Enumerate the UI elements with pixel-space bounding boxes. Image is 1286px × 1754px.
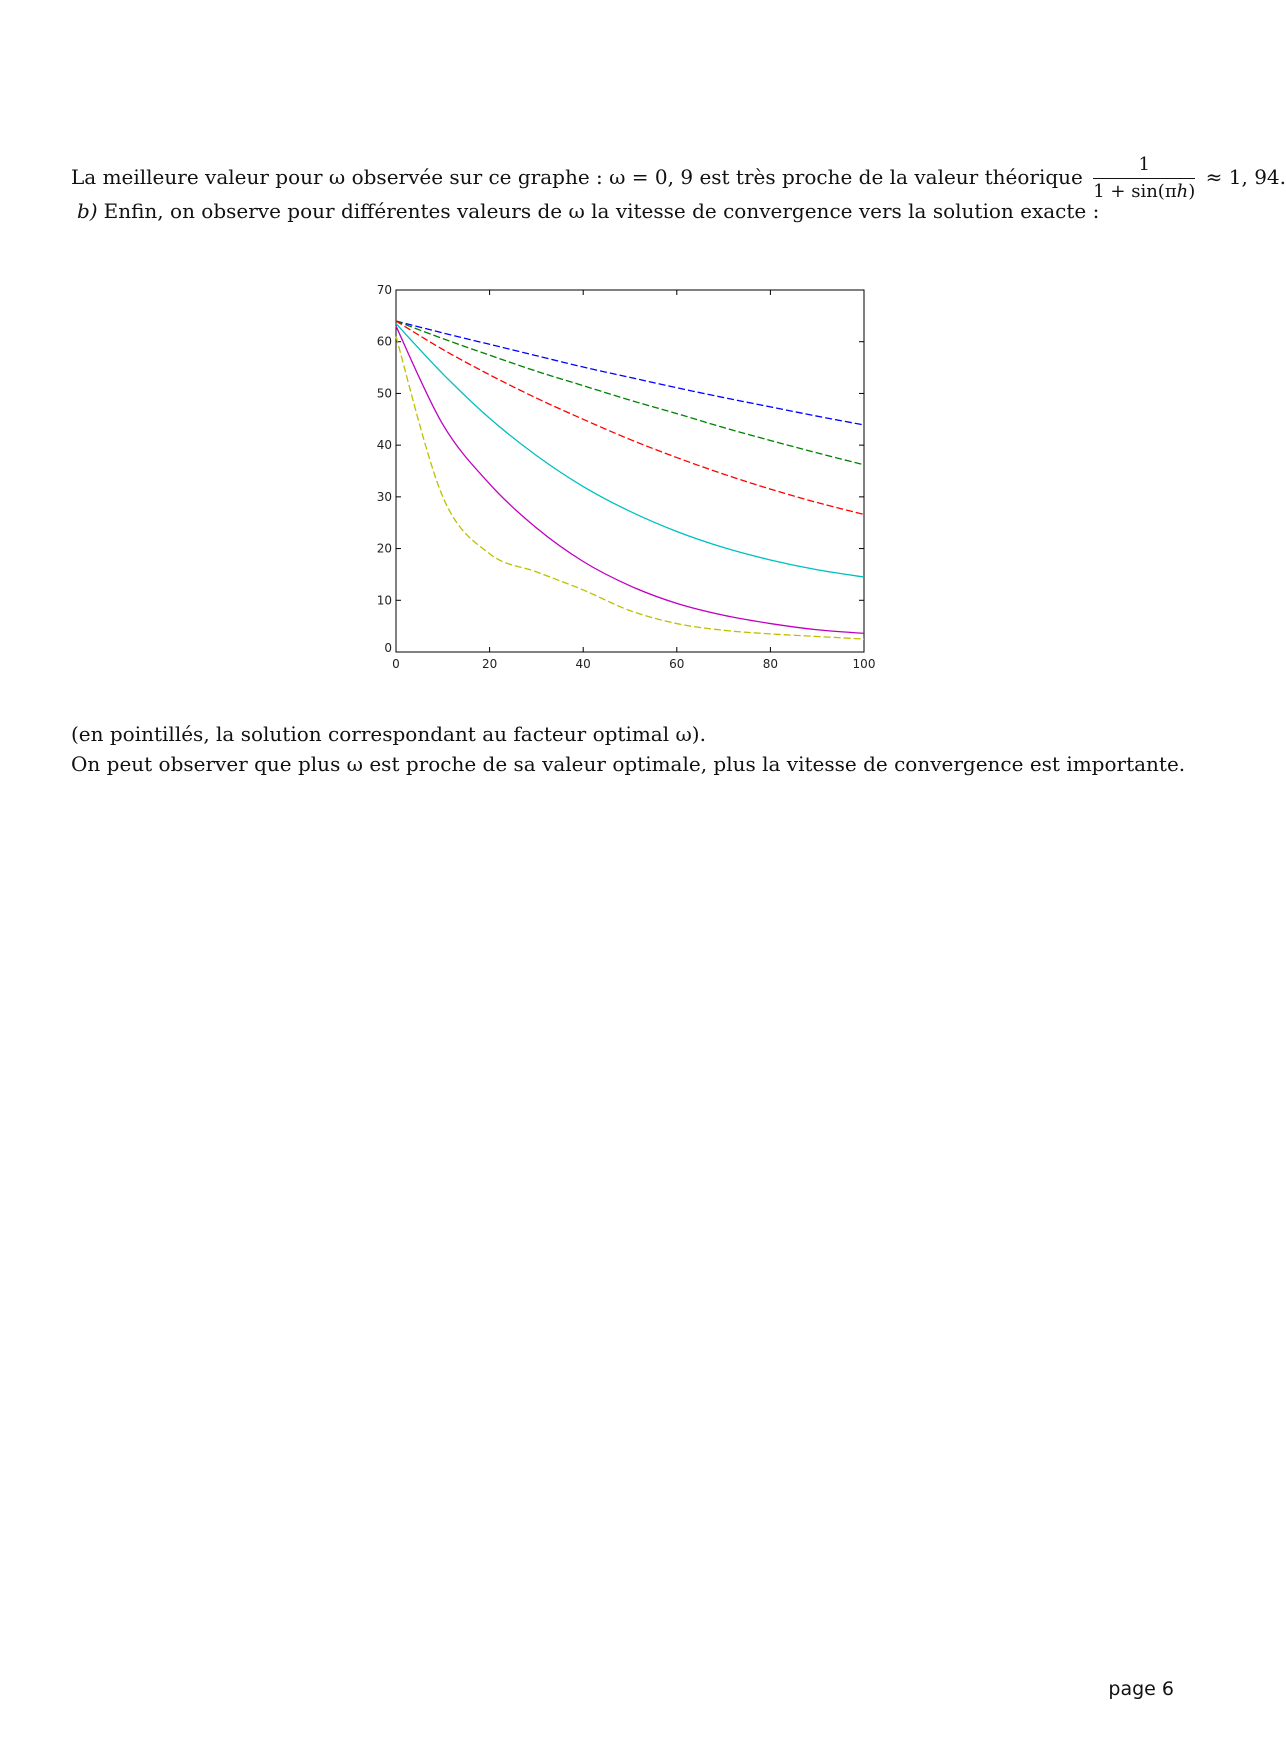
y-tick-label: 70 — [376, 283, 392, 297]
series-lines — [396, 321, 864, 639]
y-tick-label: 20 — [376, 541, 392, 556]
fraction-denominator — [1093, 179, 1195, 203]
series-line-1 — [396, 321, 864, 425]
plot-frame — [396, 290, 864, 652]
page-number: page 6 — [1108, 1678, 1174, 1700]
theoretical-fraction — [1093, 154, 1195, 203]
fraction-denominator-a: 1 + sin(π — [1093, 181, 1177, 202]
y-tick-label: 40 — [376, 438, 392, 453]
x-tick-label: 80 — [762, 657, 779, 671]
x-tick-label: 100 — [852, 657, 876, 671]
series-line-6 — [396, 337, 864, 640]
paragraph-text-before: La meilleure valeur pour ω observée sur ce graphe : ω = 0, 9 est très proche de la valeur théorique — [71, 165, 1083, 189]
y-tick-label: 0 — [384, 641, 392, 655]
convergence-chart — [370, 280, 890, 680]
y-tick-label: 30 — [376, 489, 392, 504]
x-tick-label: 40 — [575, 657, 591, 671]
series-line-4 — [396, 324, 864, 577]
y-tick-label: 60 — [376, 334, 392, 349]
paragraph-conclusion: On peut observer que plus ω est proche de sa valeur optimale, plus la vitesse de convergence est importante. — [71, 752, 1186, 776]
fraction-denominator-b: ) — [1188, 181, 1196, 202]
fraction-denominator-h: h — [1176, 181, 1189, 202]
y-axis-ticks — [377, 283, 864, 655]
series-line-5 — [396, 326, 864, 633]
x-tick-label: 60 — [669, 657, 685, 671]
item-label: b) — [77, 199, 98, 223]
paragraph-text-after: ≈ 1, 94. — [1205, 165, 1286, 189]
y-tick-label: 50 — [376, 386, 392, 401]
paragraph-convergence-intro — [77, 198, 1099, 224]
x-axis-ticks — [392, 290, 875, 671]
paragraph-dashed-note: (en pointillés, la solution correspondant au facteur optimal ω). — [71, 722, 706, 746]
x-tick-label: 0 — [392, 657, 400, 671]
paragraph-optimal-omega — [71, 154, 1286, 203]
x-tick-label: 20 — [481, 657, 498, 671]
y-tick-label: 10 — [376, 593, 392, 608]
item-text: Enfin, on observe pour différentes valeurs de ω la vitesse de convergence vers la solution exacte : — [103, 199, 1100, 223]
series-line-3 — [396, 321, 864, 514]
fraction-numerator: 1 — [1093, 154, 1195, 179]
series-line-2 — [396, 321, 864, 465]
